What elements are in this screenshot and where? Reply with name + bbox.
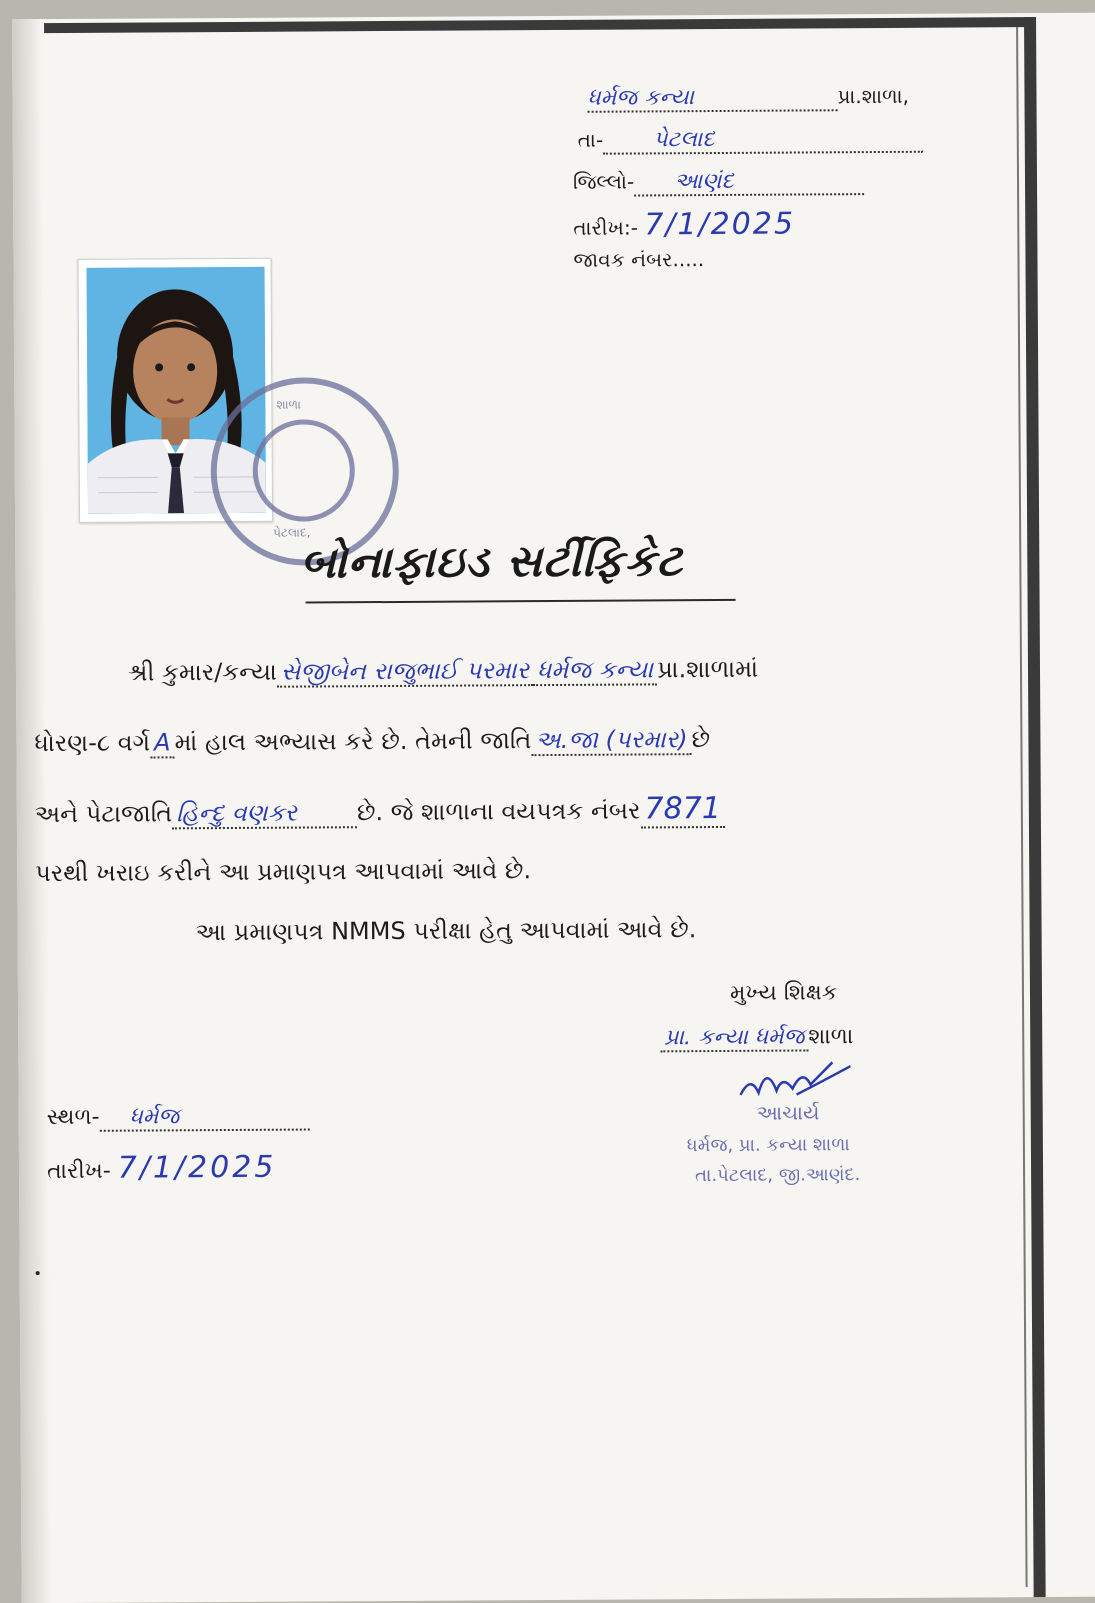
footer-date-value: 7/1/2025 xyxy=(118,1150,277,1186)
header-district-line xyxy=(573,168,864,197)
signatory-school-line xyxy=(660,1024,853,1050)
line3-prefix: અને પેટાજાતિ xyxy=(35,799,172,828)
header-school-name: ધર્મજ કન્યા xyxy=(587,84,837,113)
line2-suffix: છે xyxy=(691,725,710,753)
signatory-school-suffix: શાળા xyxy=(808,1024,853,1049)
header-taluka-value: પેટલાદ xyxy=(603,126,923,155)
line2-mid: માં હાલ અભ્યાસ કરે છે. તેમની જાતિ xyxy=(174,726,531,756)
signatory-role: મુખ્ય શિક્ષક xyxy=(730,980,837,1006)
stamp-text-bottom: પેટલાદ, xyxy=(273,525,310,540)
footer-place-label: સ્થળ- xyxy=(47,1105,100,1130)
school-name-inline: ધર્મજ કન્યા xyxy=(533,655,657,686)
top-border xyxy=(44,17,1034,33)
signatory-school-value: પ્રા. કન્યા ધર્મજ xyxy=(660,1024,808,1052)
register-number: 7871 xyxy=(640,791,725,829)
footer-date-label: તારીખ- xyxy=(47,1159,111,1184)
title-underline xyxy=(306,599,736,604)
certificate-title: બોનાફાઇડ સર્ટીફિકેટ xyxy=(300,535,683,588)
line2-prefix: ધોરણ-૮ વર્ગ xyxy=(34,728,150,757)
subcaste-value: હિન્દુ વણકર xyxy=(172,798,357,829)
caste-value: અ.જા (પરમાર) xyxy=(531,725,691,756)
header-date-line xyxy=(573,207,795,243)
body-line-2 xyxy=(34,725,710,757)
body-line-4: પરથી ખરાઇ કરીને આ પ્રમાણપત્ર આપવામાં આવે છે. xyxy=(35,856,531,887)
header-date-label: તારીખ:- xyxy=(573,215,638,239)
certificate-page xyxy=(12,13,1095,1603)
right-border xyxy=(1024,17,1046,1597)
header-district-label: જિલ્લો- xyxy=(573,170,634,194)
ink-dot xyxy=(36,1271,40,1275)
header-date-value: 7/1/2025 xyxy=(644,207,795,243)
line1-suffix: પ્રા.શાળામાં xyxy=(657,655,758,684)
line3-mid: છે. જે શાળાના વયપત્રક નંબર xyxy=(357,796,641,826)
header-district-value: આણંદ xyxy=(634,168,864,196)
body-line-1 xyxy=(128,655,758,687)
seal-school: ધર્મજ, પ્રા. કન્યા શાળા xyxy=(687,1134,850,1156)
seal-principal: આચાર્ય xyxy=(757,1100,820,1124)
student-name: સેજીબેન રાજુભાઈ પરમાર xyxy=(277,656,533,688)
class-division: A xyxy=(150,728,175,758)
header-taluka-label: તા- xyxy=(578,128,604,152)
footer-date-line xyxy=(47,1150,277,1186)
header-taluka-line xyxy=(578,126,924,155)
stamp-inner-ring xyxy=(252,419,355,522)
stamp-text-top: શાળા xyxy=(276,398,301,413)
body-line-3 xyxy=(35,791,725,830)
footer-place-value: ધર્મજ xyxy=(100,1104,310,1132)
header-school-suffix: પ્રા.શાળા, xyxy=(837,84,909,108)
header-school-line xyxy=(587,84,909,113)
header-outward-number: જાવક નંબર..... xyxy=(573,247,704,272)
body-line-5: આ પ્રમાણપત્ર NMMS પરીક્ષા હેતુ આપવામાં આવે છે. xyxy=(196,915,697,946)
line1-prefix: શ્રી કુમાર/કન્યા xyxy=(128,658,277,687)
footer-place-line xyxy=(47,1104,310,1133)
seal-address: તા.પેટલાદ, જી.આણંદ. xyxy=(695,1164,860,1186)
